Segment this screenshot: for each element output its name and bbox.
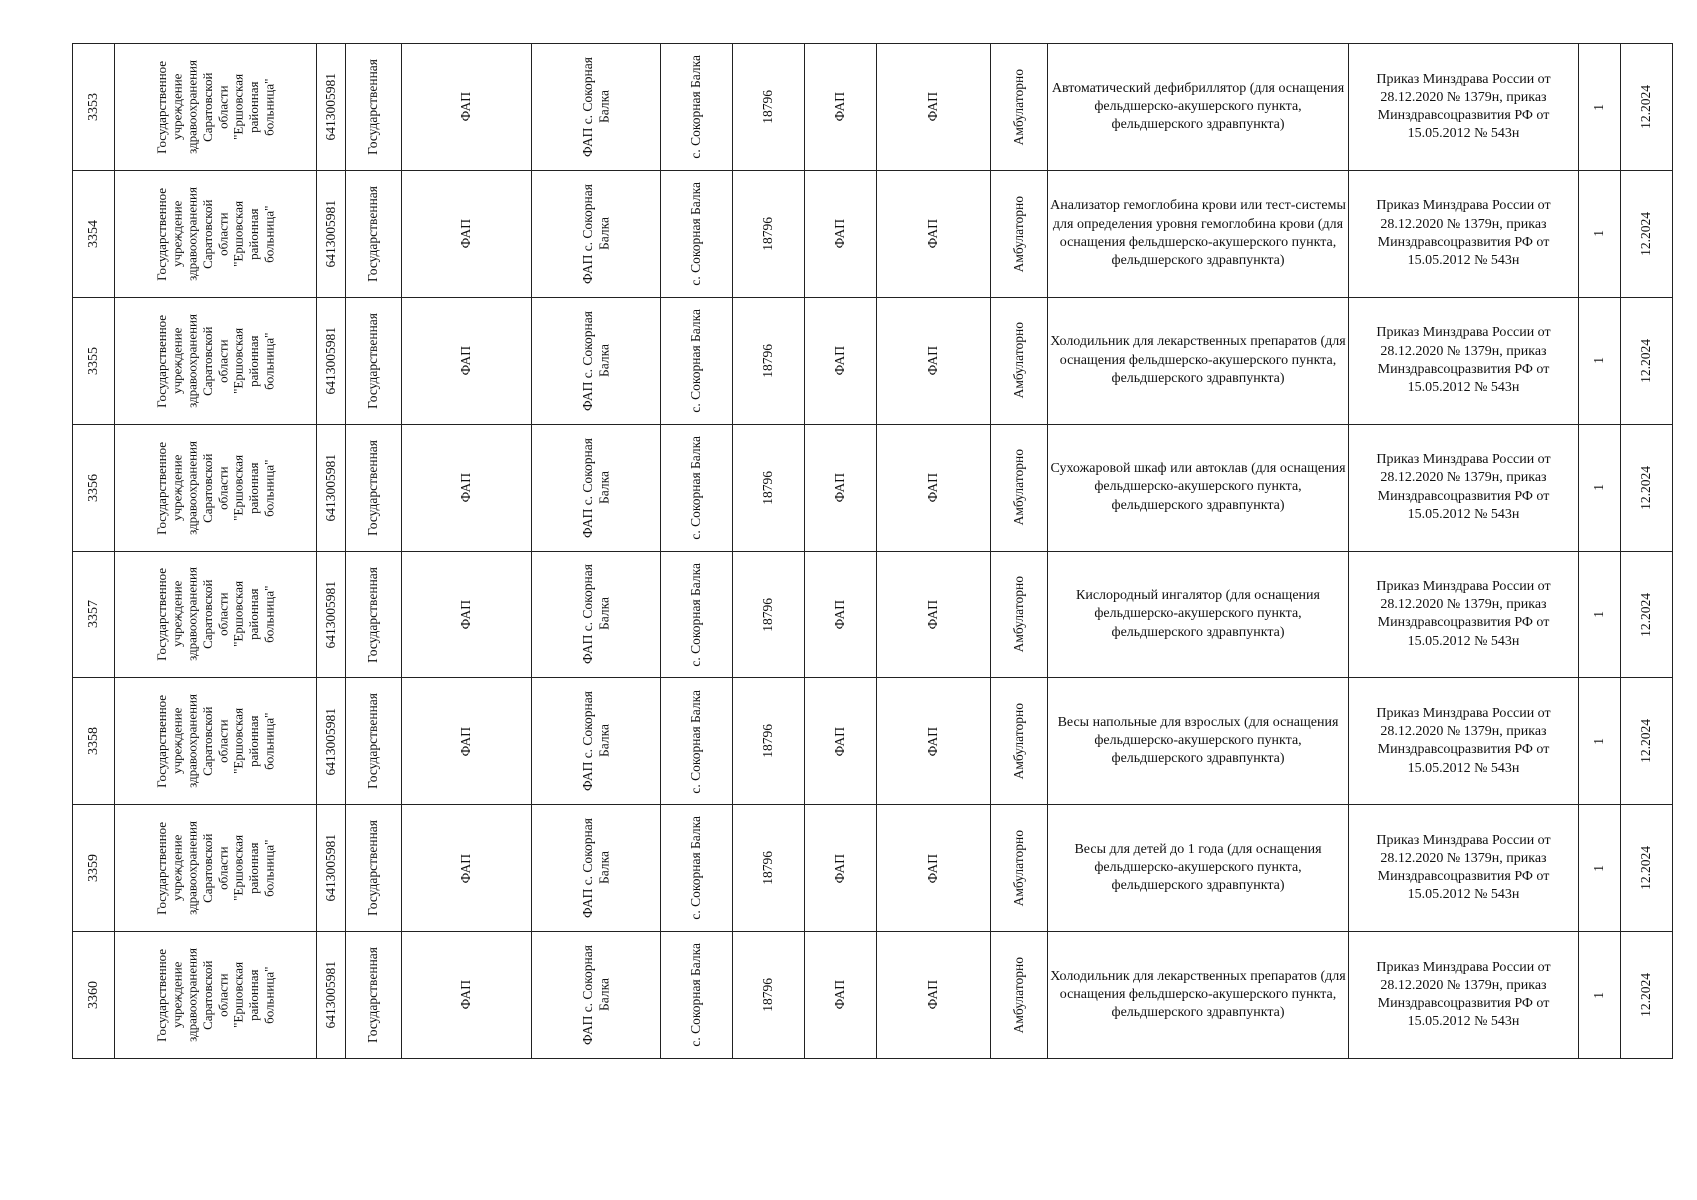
unit-cell — [805, 551, 877, 678]
inn-value: 6413005981 — [322, 707, 338, 776]
record-number-cell — [73, 932, 115, 1059]
equipment-cell — [1048, 297, 1349, 424]
care-form-cell — [991, 678, 1048, 805]
facility-name: ФАП с. Сокорная Балка — [579, 183, 611, 284]
equipment-name: Весы напольные для взрослых (для оснащения фельдшерско-акушерского пункта, фельдшерского здравпункта) — [1057, 715, 1339, 767]
subunit-name: ФАП — [925, 853, 941, 883]
unit-cell — [805, 805, 877, 932]
subunit-cell — [877, 170, 991, 297]
facility-name: ФАП с. Сокорная Балка — [579, 310, 611, 411]
table-row — [73, 551, 1673, 678]
organization-name: Государственное учреждение здравоохранения Саратовской области "Ершовская районная больница" — [154, 567, 277, 662]
ownership-cell — [346, 678, 402, 805]
regulatory-order: Приказ Минздрава России от 28.12.2020 № 1379н, приказ Минздравсоцразвития РФ от 15.05.2012 № 543н — [1376, 198, 1551, 268]
order-cell — [1349, 551, 1579, 678]
regulatory-order: Приказ Минздрава России от 28.12.2020 № 1379н, приказ Минздравсоцразвития РФ от 15.05.2012 № 543н — [1376, 705, 1551, 776]
date-cell — [1621, 170, 1673, 297]
locality-code: 18796 — [760, 343, 776, 378]
deadline-date: 12.2024 — [1638, 211, 1654, 256]
date-cell — [1621, 805, 1673, 932]
organization-cell — [115, 297, 317, 424]
code-cell — [733, 805, 805, 932]
quantity-cell — [1579, 805, 1621, 932]
ownership-cell — [346, 424, 402, 551]
date-cell — [1621, 932, 1673, 1059]
facility-name: ФАП с. Сокорная Балка — [579, 818, 611, 919]
unit-name: ФАП — [832, 726, 848, 756]
ownership-form: Государственная — [365, 59, 381, 155]
care-form-cell — [991, 297, 1048, 424]
locality-code: 18796 — [760, 724, 776, 759]
organization-name: Государственное учреждение здравоохранения Саратовской области "Ершовская районная больница" — [154, 59, 277, 154]
organization-cell — [115, 551, 317, 678]
care-form-cell — [991, 170, 1048, 297]
facility-type: ФАП — [458, 472, 474, 503]
unit-cell — [805, 44, 877, 171]
ownership-form: Государственная — [365, 693, 381, 790]
table-row — [73, 44, 1673, 171]
quantity: 1 — [1591, 357, 1607, 365]
locality-cell — [661, 551, 733, 678]
care-form-cell — [991, 932, 1048, 1059]
subunit-cell — [877, 551, 991, 678]
inn-value: 6413005981 — [322, 961, 338, 1029]
regulatory-order: Приказ Минздрава России от 28.12.2020 № 1379н, приказ Минздравсоцразвития РФ от 15.05.2012 № 543н — [1376, 452, 1551, 522]
locality-cell — [661, 932, 733, 1059]
equipment-cell — [1048, 805, 1349, 932]
deadline-date: 12.2024 — [1638, 85, 1654, 129]
equipment-name: Автоматический дефибриллятор (для оснащения фельдшерско-акушерского пункта, фельдшерского здравпункта) — [1051, 80, 1345, 133]
subunit-name: ФАП — [925, 726, 941, 756]
locality-name: с. Сокорная Балка — [688, 55, 704, 159]
quantity-cell — [1579, 424, 1621, 551]
equipment-cell — [1048, 170, 1349, 297]
unit-name: ФАП — [832, 346, 848, 376]
record-number-cell — [73, 424, 115, 551]
inn-value: 6413005981 — [322, 73, 338, 141]
quantity: 1 — [1591, 737, 1607, 745]
equipment-name: Весы для детей до 1 года (для оснащения фельдшерско-акушерского пункта, фельдшерского здравпункта) — [1074, 841, 1322, 894]
locality-code: 18796 — [760, 216, 776, 251]
facility-name: ФАП с. Сокорная Балка — [579, 691, 611, 792]
organization-name: Государственное учреждение здравоохранения Саратовской области "Ершовская районная больница" — [154, 313, 277, 408]
record-number-cell — [73, 44, 115, 171]
facility-name: ФАП с. Сокорная Балка — [579, 945, 611, 1046]
locality-name: с. Сокорная Балка — [688, 182, 704, 286]
subunit-name: ФАП — [925, 599, 941, 630]
unit-cell — [805, 932, 877, 1059]
ownership-form: Государственная — [365, 566, 381, 663]
quantity-cell — [1579, 932, 1621, 1059]
date-cell — [1621, 44, 1673, 171]
locality-name: с. Сокорная Балка — [688, 689, 704, 794]
care-form-cell — [991, 805, 1048, 932]
locality-code: 18796 — [760, 470, 776, 505]
unit-name: ФАП — [832, 980, 848, 1010]
organization-cell — [115, 932, 317, 1059]
order-cell — [1349, 805, 1579, 932]
code-cell — [733, 932, 805, 1059]
table-row — [73, 424, 1673, 551]
organization-name: Государственное учреждение здравоохранения Саратовской области "Ершовская районная больница" — [154, 440, 277, 535]
equipment-cell — [1048, 678, 1349, 805]
locality-cell — [661, 678, 733, 805]
record-number: 3359 — [85, 854, 101, 883]
care-form-cell — [991, 551, 1048, 678]
subunit-name: ФАП — [925, 472, 941, 503]
unit-name: ФАП — [832, 599, 848, 630]
unit-name: ФАП — [832, 853, 848, 883]
deadline-date: 12.2024 — [1638, 338, 1654, 383]
inn-value: 6413005981 — [322, 834, 338, 902]
care-form: Амбулаторно — [1010, 449, 1026, 526]
deadline-date: 12.2024 — [1638, 719, 1654, 764]
quantity-cell — [1579, 170, 1621, 297]
organization-name: Государственное учреждение здравоохранения Саратовской области "Ершовская районная больница" — [154, 186, 277, 281]
subunit-cell — [877, 678, 991, 805]
record-number: 3356 — [85, 473, 101, 502]
subunit-name: ФАП — [925, 980, 941, 1010]
table-row — [73, 678, 1673, 805]
facility-type: ФАП — [458, 980, 474, 1010]
care-form: Амбулаторно — [1010, 956, 1026, 1034]
locality-name: с. Сокорная Балка — [688, 943, 704, 1047]
locality-name: с. Сокорная Балка — [688, 816, 704, 920]
organization-cell — [115, 805, 317, 932]
date-cell — [1621, 297, 1673, 424]
unit-cell — [805, 424, 877, 551]
facility-name-cell — [532, 551, 661, 678]
facility-type: ФАП — [458, 853, 474, 883]
inn-value: 6413005981 — [322, 453, 338, 522]
equipment-name: Холодильник для лекарственных препаратов (для оснащения фельдшерско-акушерского пункта, фельдшерского здравпункта) — [1050, 968, 1346, 1021]
inn-value: 6413005981 — [322, 200, 338, 268]
organization-cell — [115, 44, 317, 171]
ownership-cell — [346, 805, 402, 932]
unit-name: ФАП — [832, 92, 848, 122]
facility-type-cell — [402, 805, 532, 932]
facility-name: ФАП с. Сокорная Балка — [579, 564, 611, 665]
code-cell — [733, 170, 805, 297]
deadline-date: 12.2024 — [1638, 465, 1654, 510]
code-cell — [733, 297, 805, 424]
organization-cell — [115, 170, 317, 297]
facility-name-cell — [532, 297, 661, 424]
order-cell — [1349, 44, 1579, 171]
subunit-cell — [877, 297, 991, 424]
unit-cell — [805, 170, 877, 297]
code-cell — [733, 551, 805, 678]
locality-code: 18796 — [760, 90, 776, 124]
inn-value: 6413005981 — [322, 580, 338, 649]
organization-name: Государственное учреждение здравоохранения Саратовской области "Ершовская районная больница" — [154, 694, 277, 789]
inn-cell — [317, 44, 346, 171]
order-cell — [1349, 170, 1579, 297]
quantity: 1 — [1591, 484, 1607, 491]
record-number-cell — [73, 551, 115, 678]
facility-type-cell — [402, 297, 532, 424]
ownership-form: Государственная — [365, 820, 381, 917]
inn-cell — [317, 170, 346, 297]
facility-type-cell — [402, 170, 532, 297]
facility-type: ФАП — [458, 219, 474, 249]
facility-type: ФАП — [458, 726, 474, 756]
facility-name-cell — [532, 424, 661, 551]
quantity-cell — [1579, 44, 1621, 171]
ownership-cell — [346, 297, 402, 424]
date-cell — [1621, 678, 1673, 805]
equipment-register-table — [72, 43, 1673, 1059]
facility-name: ФАП с. Сокорная Балка — [579, 437, 611, 538]
regulatory-order: Приказ Минздрава России от 28.12.2020 № 1379н, приказ Минздравсоцразвития РФ от 15.05.2012 № 543н — [1376, 959, 1551, 1030]
record-number: 3358 — [85, 727, 101, 756]
quantity: 1 — [1591, 230, 1607, 238]
record-number: 3354 — [85, 219, 101, 248]
care-form-cell — [991, 44, 1048, 171]
quantity: 1 — [1591, 864, 1607, 872]
inn-value: 6413005981 — [322, 326, 338, 395]
ownership-cell — [346, 44, 402, 171]
facility-type: ФАП — [458, 92, 474, 122]
subunit-name: ФАП — [925, 92, 941, 122]
locality-code: 18796 — [760, 851, 776, 886]
ownership-form: Государственная — [365, 947, 381, 1043]
inn-cell — [317, 551, 346, 678]
date-cell — [1621, 551, 1673, 678]
deadline-date: 12.2024 — [1638, 973, 1654, 1017]
subunit-cell — [877, 424, 991, 551]
ownership-cell — [346, 170, 402, 297]
facility-type-cell — [402, 424, 532, 551]
regulatory-order: Приказ Минздрава России от 28.12.2020 № 1379н, приказ Минздравсоцразвития РФ от 15.05.2012 № 543н — [1376, 325, 1551, 395]
facility-type-cell — [402, 932, 532, 1059]
subunit-name: ФАП — [925, 219, 941, 249]
inn-cell — [317, 678, 346, 805]
regulatory-order: Приказ Минздрава России от 28.12.2020 № 1379н, приказ Минздравсоцразвития РФ от 15.05.2012 № 543н — [1376, 71, 1551, 142]
quantity: 1 — [1591, 611, 1607, 618]
equipment-cell — [1048, 551, 1349, 678]
facility-type-cell — [402, 44, 532, 171]
subunit-cell — [877, 932, 991, 1059]
inn-cell — [317, 297, 346, 424]
subunit-name: ФАП — [925, 346, 941, 376]
unit-cell — [805, 678, 877, 805]
inn-cell — [317, 805, 346, 932]
code-cell — [733, 424, 805, 551]
equipment-name: Кислородный ингалятор (для оснащения фельдшерско-акушерского пункта, фельдшерского здравпункта) — [1076, 588, 1320, 640]
deadline-date: 12.2024 — [1638, 592, 1654, 637]
record-number: 3357 — [85, 600, 101, 629]
locality-name: с. Сокорная Балка — [688, 308, 704, 413]
quantity: 1 — [1591, 991, 1607, 999]
inn-cell — [317, 424, 346, 551]
code-cell — [733, 678, 805, 805]
equipment-cell — [1048, 44, 1349, 171]
locality-name: с. Сокорная Балка — [688, 562, 704, 667]
order-cell — [1349, 932, 1579, 1059]
care-form: Амбулаторно — [1010, 68, 1026, 146]
care-form: Амбулаторно — [1010, 576, 1026, 653]
table-row — [73, 170, 1673, 297]
quantity-cell — [1579, 297, 1621, 424]
locality-cell — [661, 297, 733, 424]
organization-cell — [115, 424, 317, 551]
ownership-form: Государственная — [365, 185, 381, 282]
facility-type-cell — [402, 678, 532, 805]
facility-name-cell — [532, 932, 661, 1059]
locality-name: с. Сокорная Балка — [688, 435, 704, 540]
subunit-cell — [877, 805, 991, 932]
facility-name-cell — [532, 678, 661, 805]
organization-name: Государственное учреждение здравоохранения Саратовской области "Ершовская районная больница" — [154, 821, 277, 916]
unit-name: ФАП — [832, 472, 848, 503]
date-cell — [1621, 424, 1673, 551]
equipment-name: Анализатор гемоглобина крови или тест-системы для определения уровня гемоглобина крови (для оснащения фельдшерско-акушерского пункта, фельдшерского здравпункта) — [1050, 198, 1346, 268]
locality-code: 18796 — [760, 597, 776, 632]
equipment-cell — [1048, 932, 1349, 1059]
regulatory-order: Приказ Минздрава России от 28.12.2020 № 1379н, приказ Минздравсоцразвития РФ от 15.05.2012 № 543н — [1376, 832, 1551, 903]
organization-cell — [115, 678, 317, 805]
ownership-form: Государственная — [365, 312, 381, 409]
facility-type: ФАП — [458, 599, 474, 630]
table-row — [73, 932, 1673, 1059]
equipment-name: Холодильник для лекарственных препаратов (для оснащения фельдшерско-акушерского пункта, фельдшерского здравпункта) — [1050, 334, 1346, 386]
deadline-date: 12.2024 — [1638, 846, 1654, 891]
facility-name-cell — [532, 170, 661, 297]
locality-cell — [661, 44, 733, 171]
care-form: Амбулаторно — [1010, 195, 1026, 272]
care-form: Амбулаторно — [1010, 829, 1026, 907]
ownership-form: Государственная — [365, 439, 381, 536]
inn-cell — [317, 932, 346, 1059]
record-number-cell — [73, 678, 115, 805]
facility-type: ФАП — [458, 346, 474, 376]
record-number: 3355 — [85, 346, 101, 375]
care-form: Амбулаторно — [1010, 703, 1026, 780]
unit-cell — [805, 297, 877, 424]
care-form-cell — [991, 424, 1048, 551]
facility-name-cell — [532, 44, 661, 171]
subunit-cell — [877, 44, 991, 171]
equipment-name: Сухожаровой шкаф или автоклав (для оснащения фельдшерско-акушерского пункта, фельдшерского здравпункта) — [1050, 461, 1346, 513]
ownership-cell — [346, 551, 402, 678]
order-cell — [1349, 424, 1579, 551]
ownership-cell — [346, 932, 402, 1059]
record-number-cell — [73, 170, 115, 297]
facility-name: ФАП с. Сокорная Балка — [579, 56, 611, 157]
locality-cell — [661, 170, 733, 297]
quantity-cell — [1579, 551, 1621, 678]
order-cell — [1349, 297, 1579, 424]
record-number: 3360 — [85, 981, 101, 1010]
unit-name: ФАП — [832, 219, 848, 249]
locality-code: 18796 — [760, 978, 776, 1012]
organization-name: Государственное учреждение здравоохранения Саратовской области "Ершовская районная больница" — [154, 948, 277, 1043]
record-number-cell — [73, 805, 115, 932]
care-form: Амбулаторно — [1010, 322, 1026, 399]
quantity: 1 — [1591, 103, 1607, 111]
facility-type-cell — [402, 551, 532, 678]
facility-name-cell — [532, 805, 661, 932]
record-number-cell — [73, 297, 115, 424]
table-row — [73, 297, 1673, 424]
equipment-cell — [1048, 424, 1349, 551]
table-row — [73, 805, 1673, 932]
locality-cell — [661, 805, 733, 932]
regulatory-order: Приказ Минздрава России от 28.12.2020 № 1379н, приказ Минздравсоцразвития РФ от 15.05.2012 № 543н — [1376, 579, 1551, 649]
order-cell — [1349, 678, 1579, 805]
locality-cell — [661, 424, 733, 551]
record-number: 3353 — [85, 92, 101, 121]
quantity-cell — [1579, 678, 1621, 805]
code-cell — [733, 44, 805, 171]
